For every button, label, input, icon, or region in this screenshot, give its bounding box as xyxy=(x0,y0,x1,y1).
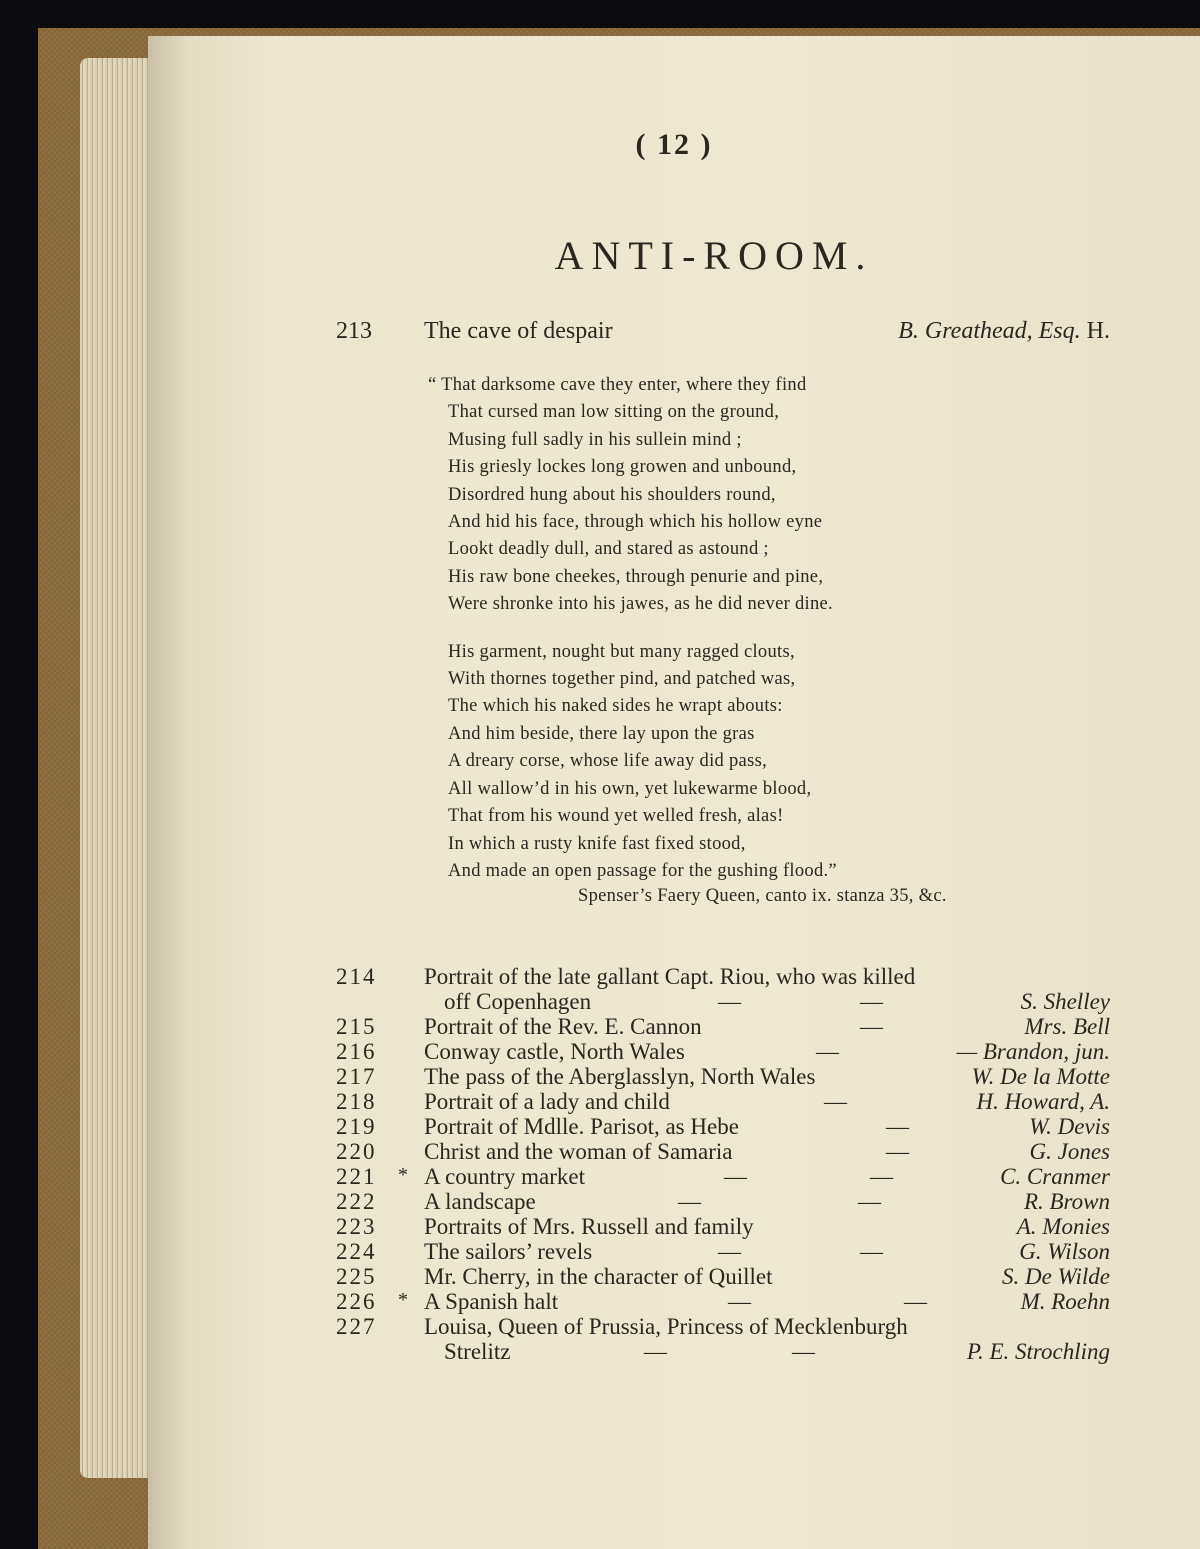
quote-attribution: Spenser’s Faery Queen, canto ix. stanza 35, &c. xyxy=(578,886,947,906)
entry-artist: H. Howard, A. xyxy=(976,1089,1110,1114)
catalogue-entry xyxy=(148,1214,1200,1239)
entry-number: 221 xyxy=(336,1164,377,1189)
leader-dash: — xyxy=(792,1339,815,1364)
leader-dash: — xyxy=(816,1039,839,1064)
verse-line: That cursed man low sitting on the ground, xyxy=(448,402,780,423)
entry-number: 227 xyxy=(336,1314,377,1339)
leader-dash: — xyxy=(718,1239,741,1264)
leader-dash: — xyxy=(860,1014,883,1039)
entry-artist: S. De Wilde xyxy=(1002,1264,1110,1289)
entry-artist: G. Wilson xyxy=(1019,1239,1110,1264)
catalogue-entry xyxy=(148,1189,1200,1214)
entry-title: Portrait of the Rev. E. Cannon xyxy=(424,1014,702,1039)
verse-line: In which a rusty knife fast fixed stood, xyxy=(448,833,746,854)
entry-artist: — Brandon, jun. xyxy=(956,1039,1110,1064)
catalogue-entry xyxy=(148,1139,1200,1164)
star-marker: * xyxy=(398,1164,408,1186)
entry-artist: P. E. Strochling xyxy=(966,1339,1110,1364)
entry-number: 218 xyxy=(336,1089,377,1114)
entry-number: 223 xyxy=(336,1214,377,1239)
page-number: ( 12 ) xyxy=(635,128,713,161)
entry-number: 224 xyxy=(336,1239,377,1264)
entry-number: 214 xyxy=(336,964,377,989)
entry-title: Conway castle, North Wales xyxy=(424,1039,685,1064)
catalogue-entry xyxy=(148,1314,1200,1339)
leader-dash: — xyxy=(860,1239,883,1264)
entry-artist: W. De la Motte xyxy=(971,1064,1110,1089)
verse-line: Were shronke into his jawes, as he did never dine. xyxy=(448,594,833,615)
leader-dash: — xyxy=(886,1114,909,1139)
catalogue-entry xyxy=(148,1289,1200,1314)
verse-line: All wallow’d in his own, yet lukewarme blood, xyxy=(448,778,812,799)
entry-artist: C. Cranmer xyxy=(1000,1164,1110,1189)
verse-line: Lookt deadly dull, and stared as astound ; xyxy=(448,539,769,560)
entry-number: 222 xyxy=(336,1189,377,1214)
entry-title: A country market xyxy=(424,1164,585,1189)
verse-line: That from his wound yet welled fresh, alas! xyxy=(448,806,784,827)
entry-title: Portrait of a lady and child xyxy=(424,1089,670,1114)
entry-artist: Mrs. Bell xyxy=(1024,1014,1110,1039)
entry-number: 225 xyxy=(336,1264,377,1289)
entry-number: 217 xyxy=(336,1064,377,1089)
verse-line: “ That darksome cave they enter, where they find xyxy=(428,375,807,395)
catalogue-entry xyxy=(148,1064,1200,1089)
page-edges xyxy=(80,58,154,1478)
entry-title-continued: Strelitz xyxy=(444,1339,511,1364)
entry-title-continued: off Copenhagen xyxy=(444,989,592,1014)
leader-dash: — xyxy=(824,1089,847,1114)
verse-line: His griesly lockes long growen and unbound, xyxy=(448,457,797,478)
verse-line: Disordred hung about his shoulders round, xyxy=(448,484,776,505)
entry-number: 213 xyxy=(336,318,372,344)
entry-number: 220 xyxy=(336,1139,377,1164)
catalogue-entry xyxy=(148,1114,1200,1139)
catalogue-entry xyxy=(148,1239,1200,1264)
leader-dash: — xyxy=(860,989,883,1014)
poem-quote xyxy=(428,372,1128,885)
verse-line: And hid his face, through which his hollow eyne xyxy=(448,512,823,533)
entry-number: 219 xyxy=(336,1114,377,1139)
leader-dash: — xyxy=(644,1339,667,1364)
artist-suffix: H. xyxy=(1086,318,1110,344)
entry-number: 216 xyxy=(336,1039,377,1064)
leader-dash: — xyxy=(886,1139,909,1164)
entry-title: Portrait of the late gallant Capt. Riou, who was killed xyxy=(424,964,916,989)
entry-title: The cave of despair xyxy=(424,318,613,344)
entry-artist: A. Monies xyxy=(1016,1214,1110,1239)
entry-title: Portraits of Mrs. Russell and family xyxy=(424,1214,754,1239)
room-title: ANTI-ROOM. xyxy=(554,233,874,278)
book-page xyxy=(148,36,1200,1549)
entry-title: The pass of the Aberglasslyn, North Wales xyxy=(424,1064,816,1089)
catalogue-entry-continuation xyxy=(148,989,1200,1014)
catalogue-list xyxy=(148,964,1200,1364)
catalogue-entry-continuation xyxy=(148,1339,1200,1364)
catalogue-entry xyxy=(148,964,1200,989)
catalogue-entry xyxy=(148,1089,1200,1114)
verse-line: And him beside, there lay upon the gras xyxy=(448,723,755,744)
leader-dash: — xyxy=(904,1289,927,1314)
verse-line: A dreary corse, whose life away did pass, xyxy=(448,751,767,772)
entry-title: A Spanish halt xyxy=(424,1289,559,1314)
catalogue-entry xyxy=(148,1014,1200,1039)
verse-line: The which his naked sides he wrapt abouts: xyxy=(448,696,783,717)
entry-number: 215 xyxy=(336,1014,377,1039)
leader-dash: — xyxy=(678,1189,701,1214)
verse-line: And made an open passage for the gushing flood.” xyxy=(448,860,837,881)
entry-title: Mr. Cherry, in the character of Quillet xyxy=(424,1264,773,1289)
leader-dash: — xyxy=(718,989,741,1014)
leader-dash: — xyxy=(870,1164,893,1189)
verse-line: Musing full sadly in his sullein mind ; xyxy=(448,429,742,450)
entry-number: 226 xyxy=(336,1289,377,1314)
verse-line: His raw bone cheekes, through penurie and pine, xyxy=(448,566,824,587)
stanza-one xyxy=(428,372,1128,619)
verse-line: His garment, nought but many ragged clouts, xyxy=(448,641,795,662)
catalogue-entry xyxy=(148,1039,1200,1064)
leader-dash: — xyxy=(728,1289,751,1314)
stanza-two xyxy=(448,639,1128,886)
catalogue-entry-213 xyxy=(148,318,1200,354)
entry-title: Louisa, Queen of Prussia, Princess of Mecklenburgh xyxy=(424,1314,908,1339)
entry-artist: M. Roehn xyxy=(1020,1289,1110,1314)
entry-title: Portrait of Mdlle. Parisot, as Hebe xyxy=(424,1114,739,1139)
leader-dash: — xyxy=(724,1164,747,1189)
catalogue-entry xyxy=(148,1164,1200,1189)
entry-artist: S. Shelley xyxy=(1020,989,1110,1014)
entry-artist: W. Devis xyxy=(1029,1114,1110,1139)
entry-title: A landscape xyxy=(424,1189,536,1214)
entry-artist xyxy=(898,318,1110,345)
leader-dash: — xyxy=(858,1189,881,1214)
artist-name: B. Greathead, Esq. xyxy=(898,318,1081,344)
verse-line: With thornes together pind, and patched was, xyxy=(448,669,796,690)
entry-artist: G. Jones xyxy=(1029,1139,1110,1164)
catalogue-entry xyxy=(148,1264,1200,1289)
entry-artist: R. Brown xyxy=(1023,1189,1110,1214)
entry-title: The sailors’ revels xyxy=(424,1239,593,1264)
star-marker: * xyxy=(398,1289,408,1311)
entry-title: Christ and the woman of Samaria xyxy=(424,1139,733,1164)
